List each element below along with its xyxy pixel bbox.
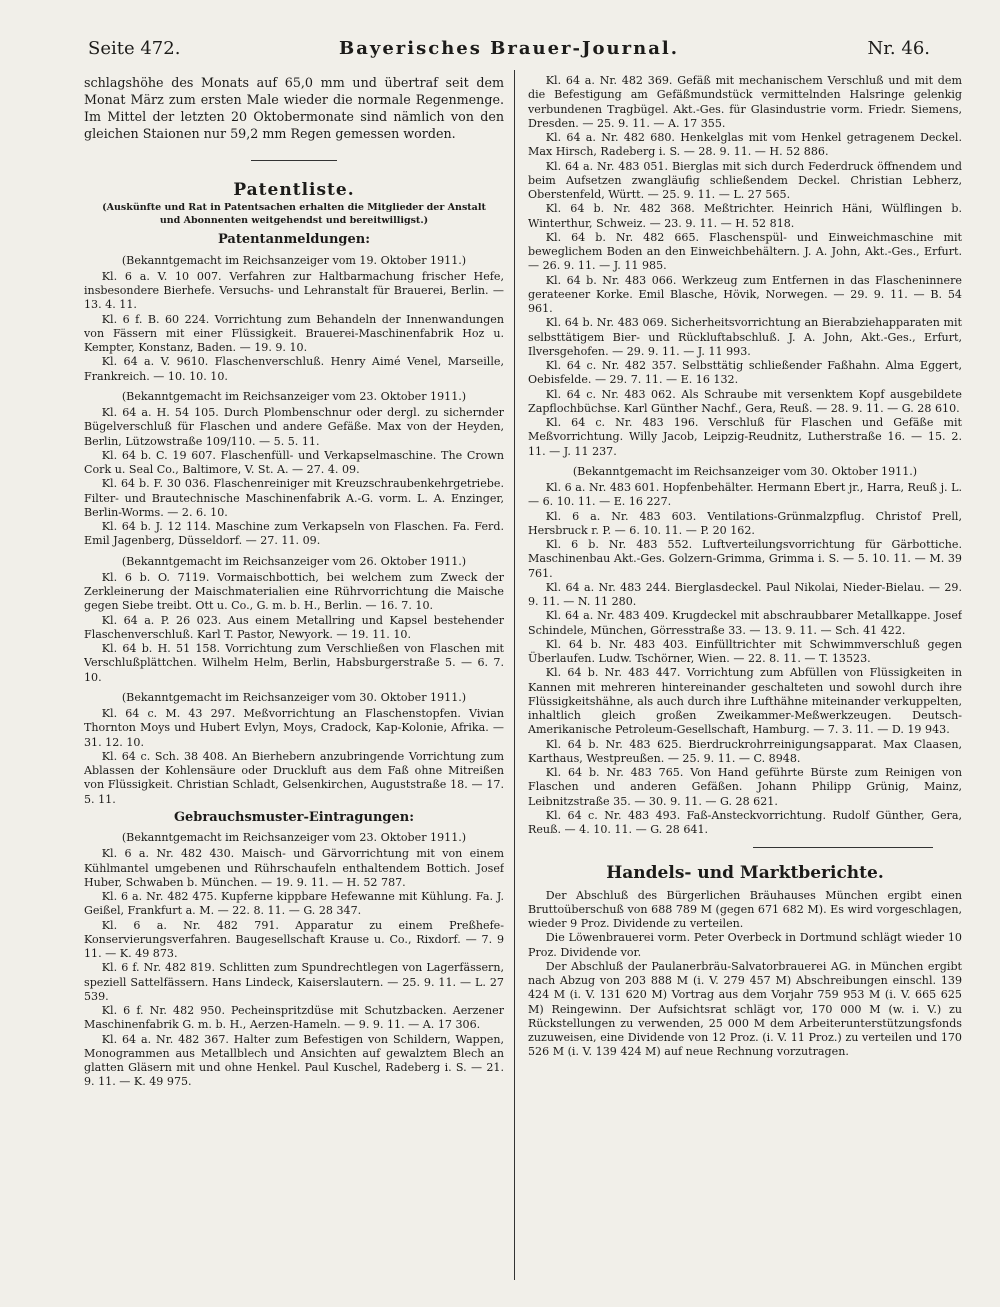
patent-entry: Kl. 64 a. Nr. 482 369. Gefäß mit mechanischem Verschluß und mit dem die Befestigung am Gefäßmundstück vermittelnden Halsringe gelenkig verbundenen Tragbügel. Akt.-Ges. für Glasindustrie vorm. Friedr. Siemens, Dresden. — 25. 9. 11. — A. 17 355. [528, 74, 962, 130]
patent-entry: Kl. 6 f. Nr. 482 819. Schlitten zum Spundrechtlegen von Lagerfässern, speziell Sattelfässern. Hans Lindeck, Kaiserslautern. — 25. 9. 11. — L. 27 539. [84, 961, 504, 1003]
patent-entry: Kl. 6 b. O. 7119. Vormaischbottich, bei welchem zum Zweck der Zerkleinerung der Maischmaterialien eine Rührvorrichtung die Maische gegen Siebe treibt. Ott u. Co., G. m. b. H., Berlin. — 16. 7. 10. [84, 570, 504, 613]
patent-entry: Kl. 64 c. Sch. 38 408. An Bierhebern anzubringende Vorrichtung zum Ablassen der Kohlensäure oder Druckluft aus dem Faß ohne Mitreißen von Flüssigkeit. Christian Schladt, Gelsenkirchen, Auguststraße 18. — 17. 5. 11. [84, 749, 504, 806]
right-entries [528, 74, 962, 837]
market-report-paragraph: Der Abschluß des Bürgerlichen Bräuhauses München ergibt einen Bruttoüberschuß von 688 789 M (gegen 671 682 M). Es wird vorgeschlagen, wieder 9 Proz. Dividende zu verteilen. [528, 888, 962, 930]
patent-entry: Kl. 64 a. P. 26 023. Aus einem Metallring und Kapsel bestehender Flaschenverschluß. Karl T. Pastor, Newyork. — 19. 11. 10. [84, 613, 504, 641]
patent-note: (Auskünfte und Rat in Patentsachen erhalten die Mitglieder der Anstalt und Abonnenten weitgehendst und bereitwilligst.) [102, 202, 486, 227]
patent-entry: Kl. 64 a. V. 9610. Flaschenverschluß. Henry Aimé Venel, Marseille, Frankreich. — 10. 10. 10. [84, 355, 504, 383]
patent-entry: Kl. 64 c. Nr. 483 062. Als Schraube mit versenktem Kopf ausgebildete Zapflochbüchse. Karl Günther Nachf., Gera, Reuß. — 28. 9. 11. — G. 28 610. [528, 387, 962, 415]
patent-entry: Kl. 6 a. Nr. 482 475. Kupferne kippbare Hefewanne mit Kühlung. Fa. J. Geißel, Frankfurt a. M. — 22. 8. 11. — G. 28 347. [84, 890, 504, 918]
patent-entry: Kl. 6 a. Nr. 483 603. Ventilations-Grünmalzpflug. Christof Prell, Hersbruck r. P. — 6. 10. 11. — P. 20 162. [528, 509, 962, 537]
patent-entry: Kl. 6 a. Nr. 483 601. Hopfenbehälter. Hermann Ebert jr., Harra, Reuß j. L. — 6. 10. 11. — E. 16 227. [528, 481, 962, 509]
patent-entry: Kl. 64 b. Nr. 483 066. Werkzeug zum Entfernen in das Flascheninnere gerateener Korke. Emil Blasche, Hövik, Norwegen. — 29. 9. 11. — B. 54 961. [528, 273, 962, 315]
patent-entry: Kl. 64 c. Nr. 482 357. Selbsttätig schließender Faßhahn. Alma Eggert, Oebisfelde. — 29. 7. 11. — E. 16 132. [528, 359, 962, 387]
journal-title: Bayerisches Brauer-Journal. [339, 38, 679, 59]
patent-entry: Kl. 64 b. Nr. 482 368. Meßtrichter. Heinrich Häni, Wülflingen b. Winterthur, Schweiz. — 23. 9. 11. — H. 52 818. [528, 202, 962, 230]
announcement-date: (Bekanntgemacht im Reichsanzeiger vom 26. Oktober 1911.) [121, 554, 467, 568]
intro-paragraph: schlagshöhe des Monats auf 65,0 mm und übertraf seit dem Monat März zum ersten Male wieder die normale Regenmenge. Im Mittel der letzten 20 Oktobermonate sind nämlich von den gleichen Staionen nur 59,2 mm Regen gemessen worden. [84, 75, 504, 141]
patent-entry: Kl. 64 c. Nr. 483 196. Verschluß für Flaschen und Gefäße mit Meßvorrichtung. Willy Jacob, Leipzig-Reudnitz, Lutherstraße 16. — 15. 2. 11. — J. 11 237. [528, 416, 962, 458]
announcement-date: (Bekanntgemacht im Reichsanzeiger vom 19. Oktober 1911.) [121, 253, 467, 267]
patent-entry: Kl. 64 a. H. 54 105. Durch Plombenschnur oder dergl. zu sichernder Bügelverschluß für Flaschen und andere Gefäße. Max von der Heyden, Berlin, Lützowstraße 109/110. — 5. 5. 11. [84, 406, 504, 448]
patent-entry: Kl. 6 a. V. 10 007. Verfahren zur Haltbarmachung frischer Hefe, insbesondere Bierhefe. Versuchs- und Lehranstalt für Brauerei, Berlin. — 13. 4. 11. [84, 269, 504, 312]
announcement-date: (Bekanntgemacht im Reichsanzeiger vom 23. Oktober 1911.) [121, 831, 467, 844]
market-reports [528, 889, 962, 1060]
patent-entry: Kl. 64 b. Nr. 483 765. Von Hand geführte Bürste zum Reinigen von Flaschen und anderen Gefäßen. Johann Philipp Grünig, Mainz, Leibnitzstraße 35. — 30. 9. 11. — G. 28 621. [528, 766, 962, 808]
patent-entry: Kl. 6 f. Nr. 482 950. Pecheinspritzdüse mit Schutzbacken. Aerzener Maschinenfabrik G. m. b. H., Aerzen-Hameln. — 9. 9. 11. — A. 17 306. [84, 1004, 504, 1032]
page-header [88, 38, 930, 68]
section-rule [251, 160, 337, 161]
market-reports-title: Handels- und Marktberichte. [606, 863, 884, 884]
patent-entry: Kl. 6 a. Nr. 482 791. Apparatur zu einem Preßhefe-Konservierungsverfahren. Baugesellschaft Krause u. Co., Rixdorf. — 7. 9 11. — K. 49 873. [84, 918, 504, 960]
market-report-paragraph: Die Löwenbrauerei vorm. Peter Overbeck in Dortmund schlägt wieder 10 Proz. Dividende vor. [528, 931, 962, 959]
patent-list-title: Patentliste. [233, 180, 355, 200]
announcement-date: (Bekanntgemacht im Reichsanzeiger vom 30. Oktober 1911.) [121, 690, 467, 704]
patent-entry: Kl. 64 b. H. 51 158. Vorrichtung zum Verschließen von Flaschen mit Verschlußplättchen. Wilhelm Helm, Berlin, Habsburgerstraße 5. — 6. 7. 10. [84, 642, 504, 684]
patent-entry: Kl. 64 a. Nr. 483 051. Bierglas mit sich durch Federdruck öffnendem und beim Aufsetzen zwangläufig schließendem Deckel. Christian Lebherz, Oberstenfeld, Württ. — 25. 9. 11. — L. 27 565. [528, 159, 962, 201]
section-rule [753, 847, 933, 848]
patent-entry: Kl. 6 f. B. 60 224. Vorrichtung zum Behandeln der Innenwandungen von Fässern mit einer Flüssigkeit. Brauerei-Maschinenfabrik Hoz u. Kempter, Konstanz, Baden. — 19. 9. 10. [84, 312, 504, 354]
patent-entry: Kl. 64 b. Nr. 483 069. Sicherheitsvorrichtung an Bierabziehapparaten mit selbsttätigem Bier- und Rückluftabschluß. J. A. John, Akt.-Ges., Erfurt, Ilversgehofen. — 29. 9. 11. — J. 11 993. [528, 316, 962, 358]
market-report-paragraph: Der Abschluß der Paulanerbräu-Salvatorbrauerei AG. in München ergibt nach Abzug von 203 888 M (i. V. 279 457 M) Abschreibungen einschl. 139 424 M (i. V. 131 620 M) Vortrag aus dem Vorjahr 759 953 M (i. V. 665 625 M) Reingewinn. Der Aufsichtsrat schlägt vor, 170 000 M (w. i. V.) zu Rückstellungen zu verwenden, 25 000 M dem Arbeiterunterstützungsfonds zuzuweisen, eine Dividende von 12 Proz. (i. V. 11 Proz.) zu verteilen und 170 526 M (i. V. 139 424 M) auf neue Rechnung vorzutragen. [528, 959, 962, 1059]
patent-entry: Kl. 64 b. Nr. 483 447. Vorrichtung zum Abfüllen von Flüssigkeiten in Kannen mit mehreren hintereinander geschalteten und sowohl durch ihre Flüssigkeitshähne, als auch durch ihre Lufthähne miteinander verkuppelten, inhaltlich gleich großen Zweikammer-Meßwerkzeugen. Deutsch-Amerikanische Petroleum-Gesellschaft, Hamburg. — 7. 3. 11. — D. 19 943. [528, 666, 962, 737]
patent-entry: Kl. 64 b. F. 30 036. Flaschenreiniger mit Kreuzschraubenkehrgetriebe. Filter- und Brautechnische Maschinenfabrik A.-G. vorm. L. A. Enzinger, Berlin-Worms. — 2. 6. 10. [84, 477, 504, 519]
left-entries [84, 254, 504, 1090]
announcement-date: (Bekanntgemacht im Reichsanzeiger vom 30. Oktober 1911.) [572, 464, 918, 478]
left-column [84, 74, 504, 1283]
patent-entry: Kl. 6 a. Nr. 482 430. Maisch- und Gärvorrichtung mit von einem Kühlmantel umgebenen und Rührschaufeln enthaltendem Bottich. Josef Huber, Schwaben b. München. — 19. 9. 11. — H. 52 787. [84, 847, 504, 889]
patent-entry: Kl. 6 b. Nr. 483 552. Luftverteilungsvorrichtung für Gärbottiche. Maschinenbau Akt.-Ges. Golzern-Grimma, Grimma i. S. — 5. 10. 11. — M. 39 761. [528, 538, 962, 580]
patent-entry: Kl. 64 b. J. 12 114. Maschine zum Verkapseln von Flaschen. Fa. Ferd. Emil Jagenberg, Düsseldorf. — 27. 11. 09. [84, 520, 504, 548]
patent-entry: Kl. 64 a. Nr. 482 367. Halter zum Befestigen von Schildern, Wappen, Monogrammen aus Metallblech und Ansichten auf gewalztem Blech an glatten Gläsern mit und ohne Henkel. Paul Kuschel, Radeberg i. S. — 21. 9. 11. — K. 49 975. [84, 1032, 504, 1089]
patent-entry: Kl. 64 a. Nr. 482 680. Henkelglas mit vom Henkel getragenem Deckel. Max Hirsch, Radeberg i. S. — 28. 9. 11. — H. 52 886. [528, 131, 962, 159]
patent-entry: Kl. 64 b. C. 19 607. Flaschenfüll- und Verkapselmaschine. The Crown Cork u. Seal Co., Baltimore, V. St. A. — 27. 4. 09. [84, 448, 504, 476]
page-number: Seite 472. [88, 38, 181, 59]
utility-model-heading: Gebrauchsmuster-Eintragungen: [173, 809, 415, 825]
patent-entry: Kl. 64 b. Nr. 482 665. Flaschenspül- und Einweichmaschine mit beweglichem Boden an den Einweichbehältern. J. A. John, Akt.-Ges., Erfurt. — 26. 9. 11. — J. 11 985. [528, 230, 962, 273]
patent-entry: Kl. 64 b. Nr. 483 625. Bierdruckrohrreinigungsapparat. Max Claasen, Karthaus, Westpreußen. — 25. 9. 11. — C. 8948. [528, 737, 962, 765]
patent-entry: Kl. 64 a. Nr. 483 409. Krugdeckel mit abschraubbarer Metallkappe. Josef Schindele, München, Görresstraße 33. — 13. 9. 11. — Sch. 41 422. [528, 609, 962, 637]
issue-number: Nr. 46. [867, 38, 930, 59]
right-column [528, 74, 962, 1283]
patent-entry: Kl. 64 c. M. 43 297. Meßvorrichtung an Flaschenstopfen. Vivian Thornton Moys und Hubert Evlyn, Moys, Cradock, Kap-Kolonie, Afrika. — 31. 12. 10. [84, 707, 504, 749]
announcement-date: (Bekanntgemacht im Reichsanzeiger vom 23. Oktober 1911.) [121, 389, 467, 403]
patent-applications-heading: Patentanmeldungen: [217, 232, 371, 248]
patent-entry: Kl. 64 a. Nr. 483 244. Bierglasdeckel. Paul Nikolai, Nieder-Bielau. — 29. 9. 11. — N. 11 280. [528, 580, 962, 608]
patent-entry: Kl. 64 b. Nr. 483 403. Einfülltrichter mit Schwimmverschluß gegen Überlaufen. Ludw. Tschörner, Wien. — 22. 8. 11. — T. 13523. [528, 637, 962, 665]
patent-entry: Kl. 64 c. Nr. 483 493. Faß-Ansteckvorrichtung. Rudolf Günther, Gera, Reuß. — 4. 10. 11. — G. 28 641. [528, 808, 962, 836]
column-divider [514, 70, 515, 1280]
